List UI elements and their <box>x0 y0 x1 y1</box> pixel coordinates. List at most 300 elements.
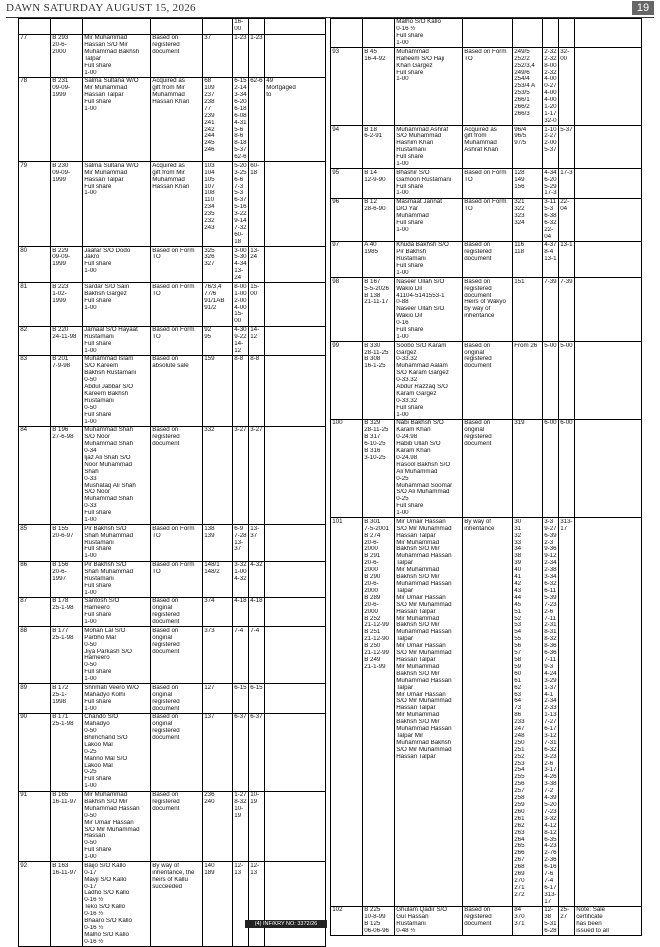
area-values-line: 13- <box>234 268 244 275</box>
transfer-basis-cell <box>151 283 203 326</box>
owner-details-line: 1-00 <box>84 517 97 524</box>
survey-numbers-line: 62 <box>514 684 522 691</box>
total-area-line: 60- <box>250 162 260 169</box>
entry-number-line: 1-02- <box>52 290 67 297</box>
area-values-line: 7-4 <box>544 877 554 884</box>
area-values-line: 1-23 <box>234 34 247 41</box>
survey-numbers-line: 271 <box>514 884 525 891</box>
entry-number-line: 09-09- <box>52 254 71 261</box>
transfer-basis-cell <box>151 525 203 561</box>
transfer-basis-line: document <box>152 734 180 741</box>
transfer-basis-line: registered <box>464 434 492 441</box>
entry-number-cell <box>363 126 395 169</box>
owner-details-line: Mavji S/O Kallo <box>84 876 127 883</box>
area-values-line: 18 <box>234 238 242 245</box>
total-area-line: 37 <box>250 532 258 539</box>
transfer-basis-line: Based on Form <box>464 48 507 55</box>
transfer-basis-line: TO <box>464 55 473 62</box>
entry-number-line: B 14 <box>364 169 377 176</box>
area-values-line: 6-20 <box>544 176 557 183</box>
survey-numbers-line: 31 <box>514 525 522 532</box>
survey-numbers-line: 128 <box>514 169 525 176</box>
entry-number-cell <box>51 77 83 162</box>
total-area-line: 18 <box>250 169 258 176</box>
owner-details-line: Talpar <box>396 587 414 594</box>
owner-details-line: Malho S/O Kallo <box>396 19 441 26</box>
entry-number-line: B 201 <box>52 356 69 363</box>
survey-numbers-cell <box>513 518 543 907</box>
owner-details-line: Karam Gargez <box>396 390 437 397</box>
survey-numbers-line: 374 <box>204 598 215 605</box>
survey-numbers-line: 55 <box>514 636 522 643</box>
survey-numbers-line: 51 <box>514 608 522 615</box>
serial-number-cell: 96 <box>331 198 363 241</box>
total-area-line: 6-15 <box>250 684 263 691</box>
owner-details-line: Ghulam Qadir S/O <box>396 907 448 914</box>
entry-number-line: 1997 <box>52 575 66 582</box>
survey-numbers-line: 255 <box>514 774 525 781</box>
table-row <box>19 247 326 283</box>
entry-number-line: 28-6-90 <box>364 206 386 213</box>
total-area-line: 00 <box>560 55 568 62</box>
owner-details-cell <box>395 48 463 126</box>
serial-number-cell <box>331 19 363 48</box>
area-values-line: 4-32 <box>234 575 247 582</box>
owner-details-line: Mir Muhammad <box>396 539 440 546</box>
remarks-line: to <box>266 92 272 99</box>
total-area-line: 3-27 <box>250 427 263 434</box>
area-values-line: 9-27 <box>544 525 557 532</box>
area-values-cell <box>233 598 249 627</box>
survey-numbers-cell <box>513 169 543 198</box>
entry-number-line: 21-12-90 <box>364 636 389 643</box>
area-values-line: 12- <box>234 862 244 869</box>
entry-number-line: B 223 <box>52 283 69 290</box>
owner-details-line: Pir Bakhsh S/O <box>84 562 127 569</box>
entry-number-line: 1999 <box>52 261 66 268</box>
survey-numbers-cell <box>513 19 543 48</box>
transfer-basis-line: original <box>152 691 173 698</box>
entry-number-line: 25-1- <box>52 691 67 698</box>
owner-details-line: Bhashir S/O <box>396 169 430 176</box>
total-area-cell <box>249 162 265 247</box>
owner-details-line: Mahadyo Kolhi <box>84 691 126 698</box>
remarks-cell <box>265 598 326 627</box>
entry-number-line: B 177 <box>52 627 69 634</box>
table-row <box>19 627 326 684</box>
survey-numbers-line: 243 <box>204 225 215 232</box>
area-values-line: 17-3 <box>544 190 557 197</box>
owner-details-line: 0-33 <box>84 503 97 510</box>
survey-numbers-cell <box>513 342 543 420</box>
area-values-line: 3-38 <box>544 781 557 788</box>
owner-details-line: 0-50 <box>84 404 97 411</box>
transfer-basis-line: Based on <box>152 598 179 605</box>
survey-numbers-line: 319 <box>514 420 525 427</box>
total-area-cell <box>249 326 265 355</box>
survey-numbers-line: 60 <box>514 670 522 677</box>
entry-number-line: 21-12-99 <box>364 622 389 629</box>
entry-number-line: 3-10-25 <box>364 454 386 461</box>
transfer-basis-line: gift from Mir <box>152 85 185 92</box>
owner-details-line: 0-33.32 <box>396 377 418 384</box>
total-area-line: 313- <box>560 518 573 525</box>
entry-number-line: 7-5-2001 <box>364 525 389 532</box>
owner-details-line: Shah Muhammad <box>84 568 134 575</box>
table-row <box>331 198 642 241</box>
area-values-cell <box>543 198 559 241</box>
survey-numbers-line: 265 <box>514 843 525 850</box>
owner-details-line: Hashim Khan <box>396 140 434 147</box>
area-values-line: 6-38 <box>544 212 557 219</box>
table-row <box>19 283 326 326</box>
owner-details-cell <box>83 19 151 35</box>
remarks-line: 49 <box>266 78 274 85</box>
survey-numbers-line: 249/5 <box>514 48 530 55</box>
total-area-line: 27 <box>560 914 568 921</box>
area-values-line: 7-11 <box>544 656 557 663</box>
owner-details-line: Chando S/O <box>84 714 119 721</box>
area-values-line: 62-6 <box>234 154 247 161</box>
transfer-basis-cell <box>463 48 513 126</box>
entry-number-line: B 18 <box>364 126 377 133</box>
owner-details-line: 1-00 <box>84 783 97 790</box>
survey-numbers-line: 63 <box>514 691 522 698</box>
owner-details-line: Rustamani <box>84 397 114 404</box>
owner-details-line: 0-50 <box>84 812 97 819</box>
owner-details-cell <box>395 126 463 169</box>
owner-details-line: Jakro <box>84 254 100 261</box>
transfer-basis-line: TO <box>152 254 161 261</box>
transfer-basis-line: Based on Form <box>152 525 195 532</box>
transfer-basis-cell <box>463 518 513 907</box>
survey-numbers-line: 76/3,4 <box>204 283 222 290</box>
area-values-line: 8-31 <box>544 629 557 636</box>
total-area-line: 17 <box>560 525 568 532</box>
remarks-cell <box>265 162 326 247</box>
remarks-cell <box>265 713 326 791</box>
transfer-basis-line: Based on Form <box>464 169 507 176</box>
entry-number-line: 25-1-98 <box>52 605 74 612</box>
transfer-basis-line: Based on <box>464 420 491 427</box>
entry-number-line: B 163 <box>52 862 69 869</box>
survey-numbers-cell <box>203 561 233 597</box>
owner-details-line: Sardar S/O Sain <box>84 283 130 290</box>
area-values-line: 2-27 <box>544 133 557 140</box>
total-area-line: 13- <box>250 525 260 532</box>
transfer-basis-line: Based on <box>152 427 179 434</box>
owner-details-line: 0-24.98 <box>396 454 418 461</box>
owner-details-line: S/O Mir Muhammad <box>396 601 452 608</box>
owner-details-line: Bakhsh Rustamani <box>84 370 137 377</box>
entry-number-cell <box>51 426 83 524</box>
area-values-cell <box>233 247 249 283</box>
owner-details-line: Muhammad Hassan <box>396 677 452 684</box>
survey-numbers-line: 253/4 A <box>514 83 536 90</box>
transfer-basis-line: TO <box>152 568 161 575</box>
entry-number-line: 21-1-99 <box>364 663 386 670</box>
owner-details-line: Mahadyo <box>84 721 110 728</box>
survey-numbers-line: 249/6 <box>514 69 530 76</box>
owner-details-line: Khan Gargez <box>396 62 433 69</box>
owner-details-line: 1-00 <box>396 270 409 277</box>
transfer-basis-line: registered <box>152 728 180 735</box>
owner-details-line: Hassan S/O Mir <box>84 41 128 48</box>
area-values-line: 2-34 <box>544 560 557 567</box>
owner-details-line: Hameero <box>84 605 110 612</box>
survey-numbers-line: 58 <box>514 656 522 663</box>
survey-numbers-line: 322 <box>514 206 525 213</box>
owner-details-cell <box>83 247 151 283</box>
transfer-basis-cell <box>463 278 513 342</box>
entry-number-line: 2000 <box>364 608 378 615</box>
area-values-line: 6-17 <box>544 884 557 891</box>
area-values-line: 22- <box>544 226 554 233</box>
area-values-line: 3-25 <box>234 169 247 176</box>
serial-number-cell: 80 <box>19 247 51 283</box>
owner-details-line: 1-00 <box>84 553 97 560</box>
entry-number-cell <box>51 162 83 247</box>
entry-number-line: 20-6- <box>364 539 379 546</box>
area-values-line: 3-23 <box>544 753 557 760</box>
table-row <box>331 907 642 936</box>
survey-numbers-line: 252 <box>514 753 525 760</box>
transfer-basis-cell <box>151 713 203 791</box>
owner-details-line: Rasool Bakhsh S/O <box>396 461 451 468</box>
remarks-cell <box>575 169 642 198</box>
entry-number-cell <box>51 684 83 713</box>
entry-number-line: B 178 <box>52 598 69 605</box>
transfer-basis-line: registered <box>464 249 492 256</box>
survey-numbers-line: 96/4 <box>514 126 527 133</box>
total-area-cell <box>559 169 575 198</box>
area-values-line: 2-00 <box>544 140 557 147</box>
owner-details-line: Mir Umair Hassan <box>396 643 446 650</box>
survey-numbers-line: 252/3,4 <box>514 62 535 69</box>
total-area-cell <box>559 420 575 518</box>
owner-details-line: Muhammad Shah <box>84 441 134 448</box>
entry-number-line: B 125 <box>364 921 381 928</box>
area-values-line: 8-6 <box>234 133 244 140</box>
area-values-cell <box>543 420 559 518</box>
survey-numbers-line: 270 <box>514 877 525 884</box>
owner-details-line: 0-16 ½ <box>84 938 104 945</box>
area-values-cell <box>543 169 559 198</box>
owner-details-line: Full share <box>84 612 112 619</box>
transfer-basis-line: registered <box>152 612 180 619</box>
remarks-cell <box>575 19 642 48</box>
area-values-line: 6-32 <box>544 219 557 226</box>
area-values-line: 1-37 <box>544 684 557 691</box>
survey-numbers-line: 149 <box>514 176 525 183</box>
owner-details-cell <box>83 525 151 561</box>
survey-numbers-line: 269 <box>514 871 525 878</box>
remarks-cell <box>265 426 326 524</box>
area-values-line: 8-00 <box>234 283 247 290</box>
owner-details-line: Hassan Talpar <box>396 753 436 760</box>
owner-details-line: 0-16 ½ <box>84 911 104 918</box>
total-area-line: 7-39 <box>560 278 573 285</box>
transfer-basis-cell <box>151 356 203 427</box>
transfer-basis-line: original <box>464 349 485 356</box>
entry-number-line: B 229 <box>52 247 69 254</box>
survey-numbers-line: 92 <box>204 327 212 334</box>
owner-details-line: 1-00 <box>84 589 97 596</box>
area-values-line: 6-36 <box>544 650 557 657</box>
area-values-cell <box>543 907 559 936</box>
area-values-line: 5-30 <box>234 254 247 261</box>
total-area-cell <box>249 283 265 326</box>
owner-details-line: 1-00 <box>84 854 97 861</box>
serial-number-cell: 91 <box>19 791 51 862</box>
transfer-basis-cell <box>463 19 513 48</box>
owner-details-line: Hassan Talpar <box>396 608 436 615</box>
area-values-line: 1-00 <box>234 290 247 297</box>
owner-details-cell <box>83 713 151 791</box>
survey-numbers-line: 258 <box>514 795 525 802</box>
entry-number-line: B 220 <box>52 327 69 334</box>
total-area-cell <box>249 19 265 35</box>
area-values-line: 4-31 <box>234 119 247 126</box>
entry-number-line: 6-2-91 <box>364 133 383 140</box>
entry-number-line: A 40 <box>364 242 377 249</box>
transfer-basis-line: registered <box>152 434 180 441</box>
area-values-line: 7-28 <box>234 532 247 539</box>
area-values-cell <box>233 791 249 862</box>
owner-details-line: Gul Hassan <box>396 914 429 921</box>
owner-details-line: Bakhsh S/O Mir <box>396 719 440 726</box>
owner-details-line: Raheem S/O Haji <box>396 55 445 62</box>
area-values-line: 3-34 <box>544 574 557 581</box>
survey-numbers-line: 103 <box>204 162 215 169</box>
total-area-cell <box>249 713 265 791</box>
remarks-cell <box>575 518 642 907</box>
serial-number-cell: 101 <box>331 518 363 907</box>
owner-details-line: 0-25 <box>84 748 97 755</box>
transfer-basis-line: document <box>464 363 492 370</box>
area-values-line: 4-18 <box>234 598 247 605</box>
area-values-line: 6-9 <box>234 525 244 532</box>
transfer-basis-cell <box>151 791 203 862</box>
owner-details-line: Talpar Mir <box>396 732 424 739</box>
remarks-cell <box>265 356 326 427</box>
owner-details-line: Talpar <box>396 684 414 691</box>
survey-numbers-line: 245 <box>204 140 215 147</box>
area-values-line: 3-11 <box>544 199 557 206</box>
entry-number-cell <box>51 525 83 561</box>
owner-details-line: Full share <box>84 776 112 783</box>
transfer-basis-line: by way of <box>464 306 491 313</box>
total-area-line: 19 <box>250 798 258 805</box>
transfer-basis-line: Muhammad <box>464 140 497 147</box>
area-values-line: 16- <box>234 19 244 26</box>
area-values-line: 7-39 <box>544 278 557 285</box>
remarks-cell <box>265 561 326 597</box>
owner-details-line: Malho S/O Kallo <box>84 931 129 938</box>
survey-numbers-line: 86 <box>514 712 522 719</box>
survey-numbers-cell <box>513 420 543 518</box>
transfer-basis-cell <box>463 242 513 278</box>
area-values-cell <box>233 77 249 162</box>
area-values-line: 2-00 <box>234 297 247 304</box>
entry-number-line: 20-6- <box>364 560 379 567</box>
area-values-line: 12 <box>234 347 242 354</box>
owner-details-line: Muhammad Bakhsh <box>396 739 452 746</box>
area-values-line: 2-6 <box>544 760 554 767</box>
area-values-line: 15- <box>234 311 244 318</box>
area-values-line: 313- <box>544 891 557 898</box>
entry-number-line: 20-6-97 <box>52 532 74 539</box>
survey-numbers-line: 54 <box>514 629 522 636</box>
transfer-basis-cell <box>463 169 513 198</box>
total-area-cell <box>249 598 265 627</box>
area-values-line: 7-6 <box>544 871 554 878</box>
entry-number-cell <box>51 326 83 355</box>
owner-details-line: 0-16 ½ <box>84 924 104 931</box>
area-values-line: 13 <box>234 869 242 876</box>
area-values-line: 1-13 <box>544 712 557 719</box>
area-values-line: 7-4 <box>234 627 244 634</box>
area-values-line: 5-29 <box>544 183 557 190</box>
transfer-basis-line: inheritance, the <box>152 869 195 876</box>
entry-number-line: 20-6- <box>52 568 67 575</box>
survey-numbers-line: 248 <box>514 732 525 739</box>
owner-details-line: 0-25 <box>84 769 97 776</box>
entry-number-line: B 293 <box>52 34 69 41</box>
area-values-line: 4-12 <box>544 822 557 829</box>
table-row <box>331 278 642 342</box>
owner-details-line: Full share <box>84 62 112 69</box>
transfer-basis-line: Acquired as <box>152 78 185 85</box>
survey-numbers-cell <box>513 48 543 126</box>
owner-details-line: Mir Muhammad <box>84 34 128 41</box>
entry-number-cell <box>51 713 83 791</box>
transfer-basis-line: registered <box>464 914 492 921</box>
remarks-cell <box>265 283 326 326</box>
owner-details-line: Mir Umair Hassan <box>84 819 134 826</box>
entry-number-cell <box>51 598 83 627</box>
area-values-cell <box>233 19 249 35</box>
owner-details-line: 1-00 <box>84 705 97 712</box>
entry-number-line: B 250 <box>364 643 381 650</box>
transfer-basis-line: inheritance <box>464 525 495 532</box>
owner-details-line: Rustamani <box>84 333 114 340</box>
owner-details-line: Shah <box>84 468 99 475</box>
owner-details-line: Parbho Mal <box>84 634 116 641</box>
entry-number-cell <box>363 278 395 342</box>
total-area-line: 12- <box>250 862 260 869</box>
area-values-line: 4-24 <box>544 670 557 677</box>
survey-numbers-line: 38 <box>514 553 522 560</box>
transfer-basis-line: Based on <box>152 684 179 691</box>
survey-numbers-line: 232 <box>204 218 215 225</box>
survey-numbers-line: 266/1 <box>514 97 530 104</box>
transfer-basis-cell <box>151 77 203 162</box>
transfer-basis-line: Based on <box>152 34 179 41</box>
area-values-line: 5-31 <box>544 921 557 928</box>
area-values-line: 4-26 <box>544 774 557 781</box>
area-values-cell <box>543 19 559 48</box>
owner-details-line: S/O Mir Muhammad <box>396 746 452 753</box>
entry-number-line: 16-11-97 <box>52 869 77 876</box>
serial-number-cell: 89 <box>19 684 51 713</box>
survey-numbers-line: 91/2 <box>204 304 217 311</box>
total-area-line: 04 <box>560 206 568 213</box>
owner-details-line: Muhammad Bakhsh <box>84 48 140 55</box>
survey-numbers-line: 257 <box>514 788 525 795</box>
survey-numbers-cell <box>203 525 233 561</box>
owner-details-cell <box>395 420 463 518</box>
